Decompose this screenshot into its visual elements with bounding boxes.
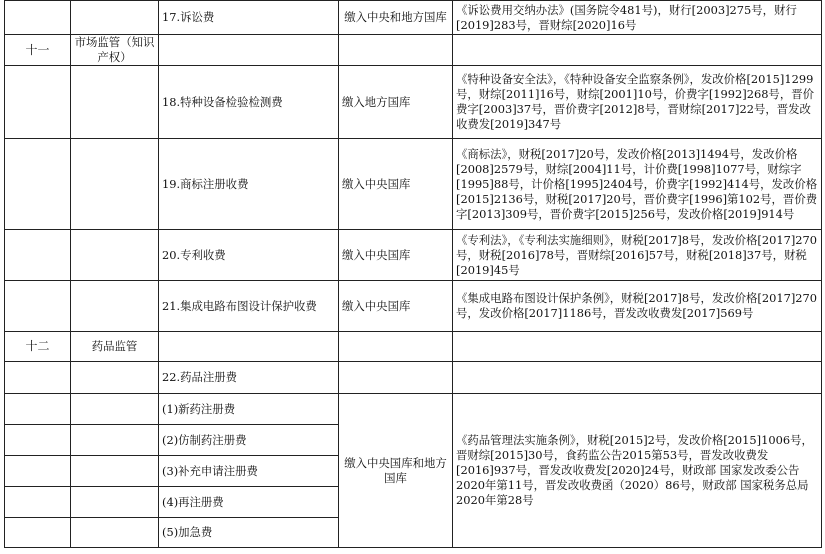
table-row — [5, 1, 822, 35]
category-cell — [71, 394, 159, 425]
category-cell — [71, 230, 159, 281]
treasury-destination: 缴入中央国库 — [339, 230, 453, 281]
fee-item-name: 19.商标注册收费 — [159, 139, 339, 230]
fee-subitem-name: (1)新药注册费 — [159, 394, 339, 425]
category-cell — [71, 362, 159, 394]
table-row — [5, 281, 822, 332]
category-cell — [71, 281, 159, 332]
fee-subitem-name: (5)加急费 — [159, 518, 339, 548]
category-row — [5, 332, 822, 362]
table-row — [5, 139, 822, 230]
table-row — [5, 66, 822, 139]
row-number-cell — [5, 394, 71, 425]
fee-catalog-table — [4, 0, 822, 548]
table-row — [5, 230, 822, 281]
row-number-cell — [5, 281, 71, 332]
category-cell — [71, 1, 159, 35]
category-cell — [71, 456, 159, 487]
row-number-cell — [5, 425, 71, 456]
legal-basis: 《药品管理法实施条例》，财税[2015]2号，发改价格[2015]1006号，晋财综[2015]30号，食药监公告2015第53号，晋发改收费发[2016]937号，晋发改收费发[2020]24号，财政部 国家发改委公告2020年第11号，晋发改收费函（2020）86号，财政部 国家税务总局2020年第28号 — [453, 394, 822, 548]
treasury-destination — [339, 35, 453, 66]
treasury-destination: 缴入中央国库 — [339, 139, 453, 230]
row-number-cell — [5, 518, 71, 548]
category-cell — [71, 139, 159, 230]
fee-subitem-name: (4)再注册费 — [159, 487, 339, 518]
category-number: 十一 — [5, 35, 71, 66]
fee-subitem-name: (3)补充申请注册费 — [159, 456, 339, 487]
row-number-cell — [5, 456, 71, 487]
row-number-cell — [5, 230, 71, 281]
treasury-destination: 缴入中央和地方国库 — [339, 1, 453, 35]
treasury-destination: 缴入中央国库 — [339, 281, 453, 332]
legal-basis — [453, 332, 822, 362]
category-cell — [71, 66, 159, 139]
fee-subitem-name: (2)仿制药注册费 — [159, 425, 339, 456]
fee-item-name: 22.药品注册费 — [159, 362, 339, 394]
fee-item-name: 21.集成电路布图设计保护收费 — [159, 281, 339, 332]
row-number-cell — [5, 362, 71, 394]
fee-item-name: 20.专利收费 — [159, 230, 339, 281]
row-number-cell — [5, 139, 71, 230]
category-cell — [71, 425, 159, 456]
fee-item-name — [159, 35, 339, 66]
legal-basis: 《特种设备安全法》，《特种设备安全监察条例》，发改价格[2015]1299号，财综[2011]16号，财综[2001]10号，价费字[1992]268号，晋价费字[2003]37号，晋价费字[2012]8号，晋财综[2017]22号，晋发改收费发[2019]347号 — [453, 66, 822, 139]
table-row — [5, 394, 822, 425]
row-number-cell — [5, 1, 71, 35]
treasury-destination: 缴入地方国库 — [339, 66, 453, 139]
table-row — [5, 362, 822, 394]
category-cell — [71, 487, 159, 518]
fee-item-name: 17.诉讼费 — [159, 1, 339, 35]
legal-basis — [453, 362, 822, 394]
legal-basis: 《诉讼费用交纳办法》(国务院令481号)，财行[2003]275号，财行[2019]283号，晋财综[2020]16号 — [453, 1, 822, 35]
treasury-destination: 缴入中央国库和地方国库 — [339, 394, 453, 548]
row-number-cell — [5, 487, 71, 518]
category-number: 十二 — [5, 332, 71, 362]
legal-basis: 《专利法》，《专利法实施细则》，财税[2017]8号，发改价格[2017]270号，财税[2016]78号，晋财综[2016]57号，财税[2018]37号，财税[2019]45号 — [453, 230, 822, 281]
treasury-destination — [339, 332, 453, 362]
treasury-destination — [339, 362, 453, 394]
category-name: 市场监管（知识产权） — [71, 35, 159, 66]
fee-item-name: 18.特种设备检验检测费 — [159, 66, 339, 139]
category-cell — [71, 518, 159, 548]
row-number-cell — [5, 66, 71, 139]
legal-basis: 《集成电路布图设计保护条例》，财税[2017]8号，发改价格[2017]270号，发改价格[2017]1186号，晋发改收费发[2017]569号 — [453, 281, 822, 332]
category-row — [5, 35, 822, 66]
legal-basis — [453, 35, 822, 66]
fee-item-name — [159, 332, 339, 362]
legal-basis: 《商标法》，财税[2017]20号，发改价格[2013]1494号，发改价格[2008]2579号，财综[2004]11号，计价费[1998]1077号，财综字[1995]88号，计价格[1995]2404号，价费字[1992]414号，发改价格[2015]2136号，财税[2017]20号，晋价费字[1996]第102号，晋价费字[2013]309号，晋价费字[2015]256号，发改价格[2019]914号 — [453, 139, 822, 230]
category-name: 药品监管 — [71, 332, 159, 362]
